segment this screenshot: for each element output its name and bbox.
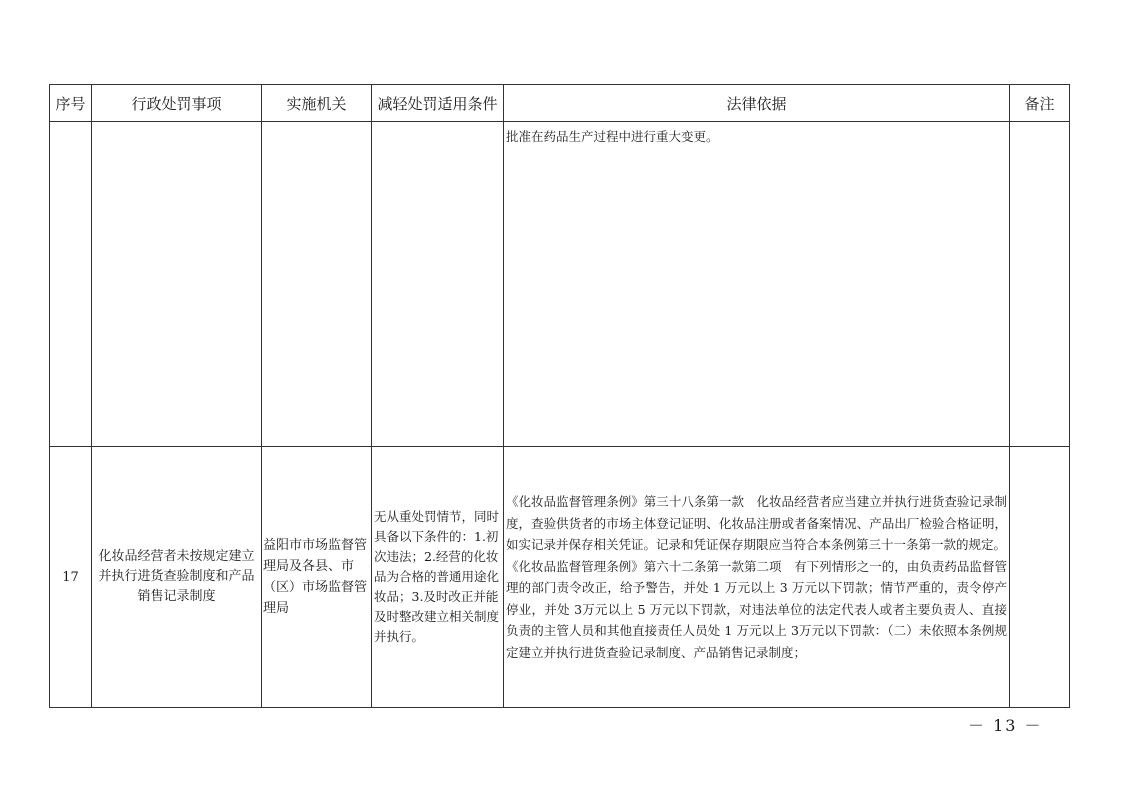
cell-conditions: [372, 122, 504, 447]
header-legal-basis: 法律依据: [504, 85, 1010, 122]
table-row-continued: [50, 122, 1070, 447]
header-penalty-item: 行政处罚事项: [92, 85, 262, 122]
table-row-17: [50, 447, 1070, 708]
cell-remarks: [1010, 122, 1070, 447]
cell-agency: [262, 122, 372, 447]
legal-basis-paragraph: 《化妆品监督管理条例》第六十二条第一款第二项 有下列情形之一的，由负责药品监督管理的部门责令改正，给予警告，并处 1 万元以上 3 万元以下罚款；情节严重的，责令停产停业，并处 3万元以上 5 万元以下罚款，对违法单位的法定代表人或者主要负责人、直接负责的主管人员和其他直接责任人员处 1 万元以上 3万元以下罚款：（二）未依照本条例规定建立并执行进货查验记录制度、产品销售记录制度；: [506, 558, 1007, 660]
cell-number: 17: [50, 447, 92, 708]
legal-basis-paragraph: 《化妆品监督管理条例》第三十八条第一款 化妆品经营者应当建立并执行进货查验记录制度，查验供货者的市场主体登记证明、化妆品注册或者备案情况、产品出厂检验合格证明，如实记录并保存相关凭证。记录和凭证保存期限应当符合本条例第三十一条第一款的规定。: [506, 494, 1007, 552]
cell-legal-basis: 批准在药品生产过程中进行重大变更。: [504, 122, 1010, 447]
cell-conditions: 无从重处罚情节，同时具备以下条件的：1.初次违法；2.经营的化妆品为合格的普通用途化妆品；3.及时改正并能及时整改建立相关制度并执行。: [372, 447, 504, 708]
penalty-table: [49, 84, 1070, 708]
header-mitigation-conditions: 减轻处罚适用条件: [372, 85, 504, 122]
penalty-table-page: [49, 84, 1069, 703]
header-agency: 实施机关: [262, 85, 372, 122]
page-number: － 13 －: [968, 716, 1043, 735]
cell-agency: 益阳市市场监督管理局及各县、市（区）市场监督管理局: [262, 447, 372, 708]
cell-item: 化妆品经营者未按规定建立并执行进货查验制度和产品销售记录制度: [92, 447, 262, 708]
cell-item: [92, 122, 262, 447]
header-serial-number: 序号: [50, 85, 92, 122]
cell-legal-basis: [504, 447, 1010, 708]
cell-number: [50, 122, 92, 447]
table-header-row: [50, 85, 1070, 122]
header-remarks: 备注: [1010, 85, 1070, 122]
cell-remarks: [1010, 447, 1070, 708]
